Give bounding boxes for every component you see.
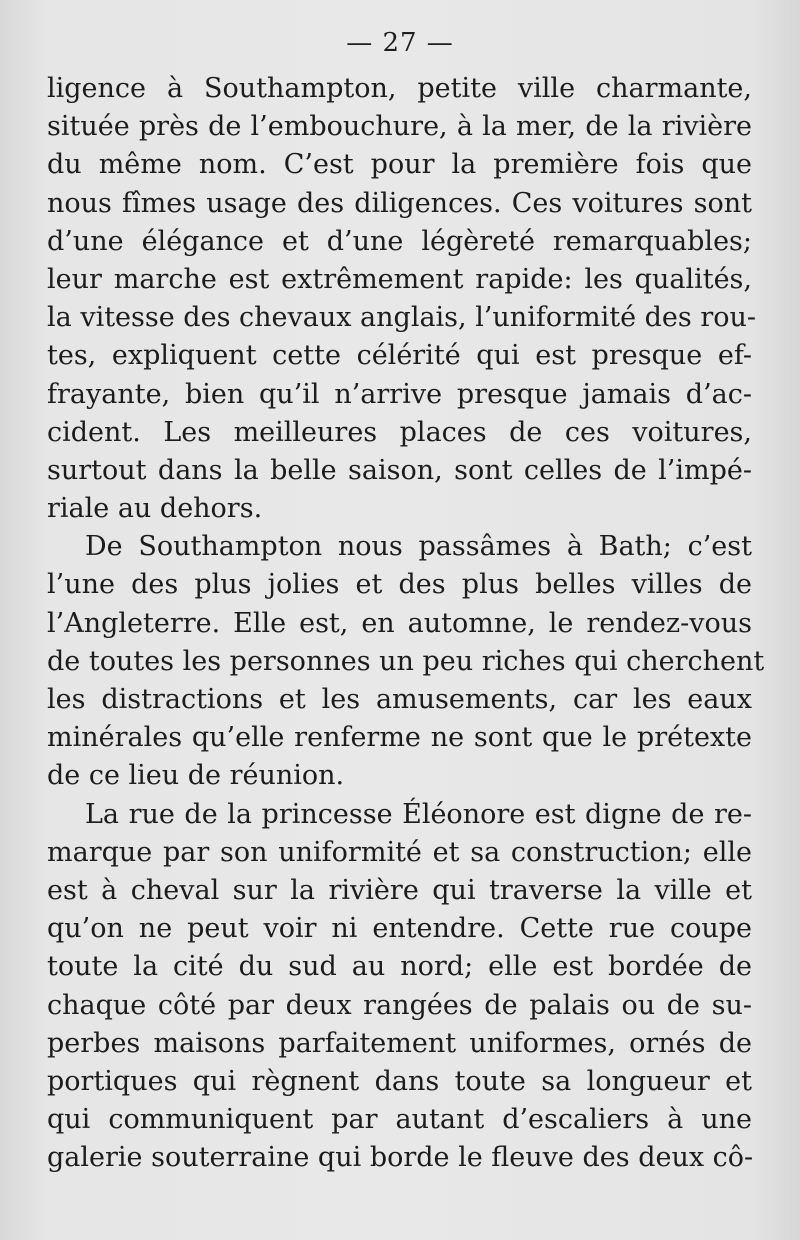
text-line: toute la cité du sud au nord; elle est bordée de — [47, 951, 752, 983]
text-line: tes, expliquent cette célérité qui est presque ef- — [47, 340, 752, 372]
text-line: chaque côté par deux rangées de palais ou de su- — [47, 989, 752, 1021]
text-line: la vitesse des chevaux anglais, l’uniformité des rou- — [47, 302, 757, 334]
text-line: du même nom. C’est pour la première fois que — [47, 149, 752, 181]
text-line: riale au dehors. — [47, 493, 263, 525]
text-line: de ce lieu de réunion. — [47, 760, 345, 792]
text-line: nous fîmes usage des diligences. Ces voitures sont — [47, 187, 752, 219]
text-line: galerie souterraine qui borde le fleuve des deux cô- — [47, 1142, 754, 1174]
paragraph — [47, 528, 765, 795]
text-line: cident. Les meilleures places de ces voitures, — [47, 416, 752, 448]
page-number: — 27 — — [346, 28, 454, 58]
paragraph — [47, 796, 752, 1178]
text-line: perbes maisons parfaitement uniformes, ornés de — [47, 1027, 752, 1059]
text-line: les distractions et les amusements, car les eaux — [47, 684, 752, 715]
text-line: l’une des plus jolies et des plus belles villes de — [47, 569, 752, 601]
text-line: La rue de la princesse Éléonore est digne de re- — [85, 798, 752, 830]
text-line: minérales qu’elle renferme ne sont que le prétexte — [47, 722, 752, 754]
text-line: située près de l’embouchure, à la mer, de la rivière — [47, 111, 752, 143]
paragraph — [47, 70, 757, 528]
text-line: surtout dans la belle saison, sont celles de l’impé- — [47, 454, 752, 486]
text-line: est à cheval sur la rivière qui traverse la ville et — [47, 874, 752, 906]
text-line: marque par son uniformité et sa construction; elle — [47, 836, 752, 868]
text-line: frayante, bien qu’il n’arrive presque jamais d’ac- — [47, 378, 752, 410]
text-line: leur marche est extrêmement rapide: les qualités, — [47, 263, 752, 295]
text-line: qu’on ne peut voir ni entendre. Cette rue coupe — [47, 913, 752, 945]
text-line: qui communiquent par autant d’escaliers à une — [47, 1104, 752, 1136]
text-line: portiques qui règnent dans toute sa longueur et — [47, 1065, 752, 1097]
body-text — [47, 70, 765, 1177]
text-line: l’Angleterre. Elle est, en automne, le rendez-vous — [47, 607, 752, 639]
text-line: ligence à Southampton, petite ville charmante, — [47, 73, 752, 104]
text-line: de toutes les personnes un peu riches qui cherchent — [47, 645, 765, 677]
text-line: De Southampton nous passâmes à Bath; c’est — [85, 531, 752, 563]
text-line: d’une élégance et d’une légèreté remarquables; — [47, 225, 752, 257]
